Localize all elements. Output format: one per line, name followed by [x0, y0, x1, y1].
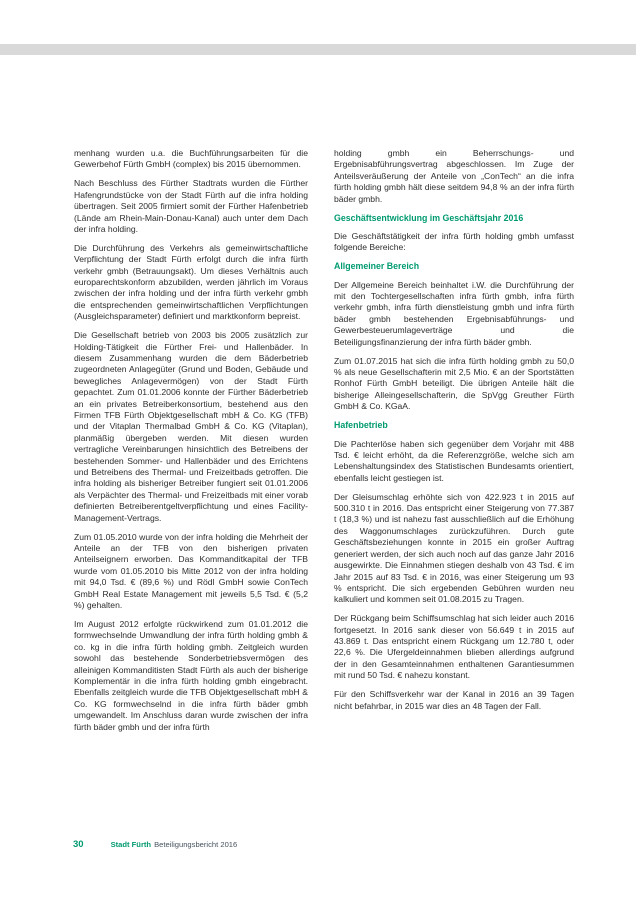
body-paragraph: Der Rückgang beim Schiffsumschlag hat sich leider auch 2016 fortgesetzt. In 2016 sank dieser von 56.649 t in 2015 auf 43.869 t. Das entspricht einem Rückgang um 12.780 t, oder 22,6 %. Die Ufergeldeinnahmen blieben allerdings aufgrund der in den Gesamteinnahmen enthaltenen Garantiesummen mit rund 50 Tsd. € nahezu konstant.	[334, 613, 574, 681]
body-paragraph: Der Allgemeine Bereich beinhaltet i.W. die Durchführung der mit den Tochtergesellschaften infra fürth gmbh, infra fürth verkehr gmbh, infra fürth dienstleistung gmbh und infra fürth bäder gmbh bestehenden Ergebnisabführungs- und Gewerbesteuerumlageverträge und die Beteiligungsfinanzierung der infra fürth bäder gmbh.	[334, 279, 574, 347]
text-columns	[74, 148, 574, 741]
section-heading-geschaeftsentwicklung: Geschäftsentwicklung im Geschäftsjahr 2016	[334, 212, 524, 223]
body-paragraph: Die Geschäftstätigkeit der infra fürth holding gmbh umfasst folgende Bereiche:	[334, 230, 574, 253]
page-number: 30	[73, 839, 84, 850]
body-paragraph: holding gmbh ein Beherrschungs- und Ergebnisabführungsvertrag abgeschlossen. Im Zuge der Anteilsveräußerung der Anteile von „ConTech“ an die infra fürth holding gmbh hält diese seitdem 94,8 % an der infra fürth bäder gmbh.	[334, 148, 574, 204]
footer-publisher: Stadt Fürth	[110, 840, 152, 849]
right-column	[334, 148, 574, 741]
page-top-band	[0, 44, 636, 55]
footer-report-title: Beteiligungsbericht 2016	[154, 840, 238, 849]
body-paragraph: menhang wurden u.a. die Buchführungsarbeiten für die Gewerbehof Fürth GmbH (complex) bis 2015 übernommen.	[74, 148, 308, 170]
body-paragraph: Zum 01.07.2015 hat sich die infra fürth holding gmbh zu 50,0 % als neue Gesellschafterin mit 2,5 Mio. € an der Sportstätten Ronhof Fürth GmbH beteiligt. Die übrigen Anteile hält die bisherige Alleingesellschafterin, die SpVgg Greuther Fürth GmbH & Co. KGaA.	[334, 355, 574, 412]
section-heading-hafenbetrieb: Hafenbetrieb	[334, 420, 388, 431]
page-footer	[73, 839, 237, 850]
body-paragraph: Zum 01.05.2010 wurde von der infra holding die Mehrheit der Anteile an der TFB von den bisherigen privaten Anteilseignern erworben. Das Kommanditkapital der TFB wurde vom 01.05.2010 bis Mitte 2012 von der infra holding mit 94,0 Tsd. € (89,6 %) und Rödl GmbH sowie ConTech GmbH Real Estate Management mit jeweils 5,5 Tsd. € (5,2 %) gehalten.	[74, 531, 308, 611]
body-paragraph: Die Gesellschaft betrieb von 2003 bis 2005 zusätzlich zur Holding-Tätigkeit die Fürther Frei- und Hallenbäder. In diesem Zusammenhang wurden die dem Bäderbetrieb zugeordneten Anlagegüter (Grund und Boden, Gebäude und bewegliches Anlagevermögen) von der Stadt Fürth gepachtet. Zum 01.01.2006 konnte der Fürther Bäderbetrieb an ein privates Betreiberkonsortium, bestehend aus den Firmen TFB Fürth Objektgesellschaft mbH & Co. KG (TFB) und der Vitaplan Thermalbad GmbH & Co. KG (Vitaplan), planmäßig übergeben werden. Mit diesen wurden vertragliche Vereinbarungen hinsichtlich des Betreibens der bestehenden Sommer- und Hallenbäder und des Errichtens und Betreibens des Thermal- und Freizeitbads getroffen. Die infra holding als bisheriger Betreiber fungiert seit 01.01.2006 als Verpächter des Thermal- und Freizeitbads mit einer vorab definierten Betreiberentgeltverpflichtung und eines Facility-Management-Vertrags.	[74, 330, 308, 523]
body-paragraph: Nach Beschluss des Fürther Stadtrats wurden die Fürther Hafengrundstücke von der Stadt Fürth auf die infra holding übertragen. Seit 2005 firmiert somit der Fürther Hafenbetrieb (Lände am Rhein-Main-Donau-Kanal) auch unter dem Dach der infra holding.	[74, 178, 308, 234]
body-paragraph: Die Pachterlöse haben sich gegenüber dem Vorjahr mit 488 Tsd. € leicht erhöht, da die Referenzgröße, welche sich am Lebenshaltungsindex des Statistischen Bundesamts orientiert, ebenfalls leicht gestiegen ist.	[334, 438, 574, 483]
body-paragraph: Der Gleisumschlag erhöhte sich von 422.923 t in 2015 auf 500.310 t in 2016. Das entspricht einer Steigerung von 77.387 t (18,3 %) und ist nahezu fast ausschließlich auf die Erhöhung des Waggonumschlages zurückzuführen. Durch gute Geschäftsbeziehungen konnte in 2015 ein großer Auftrag generiert werden, der sich auch noch auf das ganze Jahr 2016 ausgewirkte. Die Einnahmen stiegen deshalb von 43 Tsd. € im Jahr 2015 auf 83 Tsd. € in 2016, was einer Steigerung um 93 % entspricht. Die sich ergebenden Gebühren wurden neu kalkuliert und kommen seit 01.08.2015 zu Tragen.	[334, 491, 574, 605]
body-paragraph: Die Durchführung des Verkehrs als gemeinwirtschaftliche Verpflichtung der Stadt Fürth erfolgt durch die infra fürth verkehr gmbh (Betrauungsakt). Um dieses Verhältnis auch europarechtskonform abzubilden, werden jährlich im Voraus zwischen der infra holding und der infra fürth verkehr gmbh die entsprechenden gemeinwirtschaftlichen Verpflichtungen (Ausgleichsparameter) definiert und marktkonform bepreist.	[74, 242, 308, 322]
section-heading-allgemeiner-bereich: Allgemeiner Bereich	[334, 261, 420, 272]
body-paragraph: Im August 2012 erfolgte rückwirkend zum 01.01.2012 die formwechselnde Umwandlung der infra fürth holding gmbh & co. kg in die infra fürth holding gmbh. Zeitgleich wurden sowohl das bestehende Sonderbetriebsvermögen des alleinigen Kommanditisten Stadt Fürth als auch der bisherige Komplementär in die infra fürth holding gmbh eingebracht. Ebenfalls zeitgleich wurde die TFB Objektgesellschaft mbH & Co. KG formwechselnd in die infra fürth bäder gmbh umgewandelt. Im Anschluss daran wurde zwischen der infra fürth bäder gmbh und der infra fürth	[74, 618, 308, 732]
left-column	[74, 148, 308, 741]
body-paragraph: Für den Schiffsverkehr war der Kanal in 2016 an 39 Tagen nicht befahrbar, in 2015 war dies an 48 Tagen der Fall.	[334, 689, 574, 711]
